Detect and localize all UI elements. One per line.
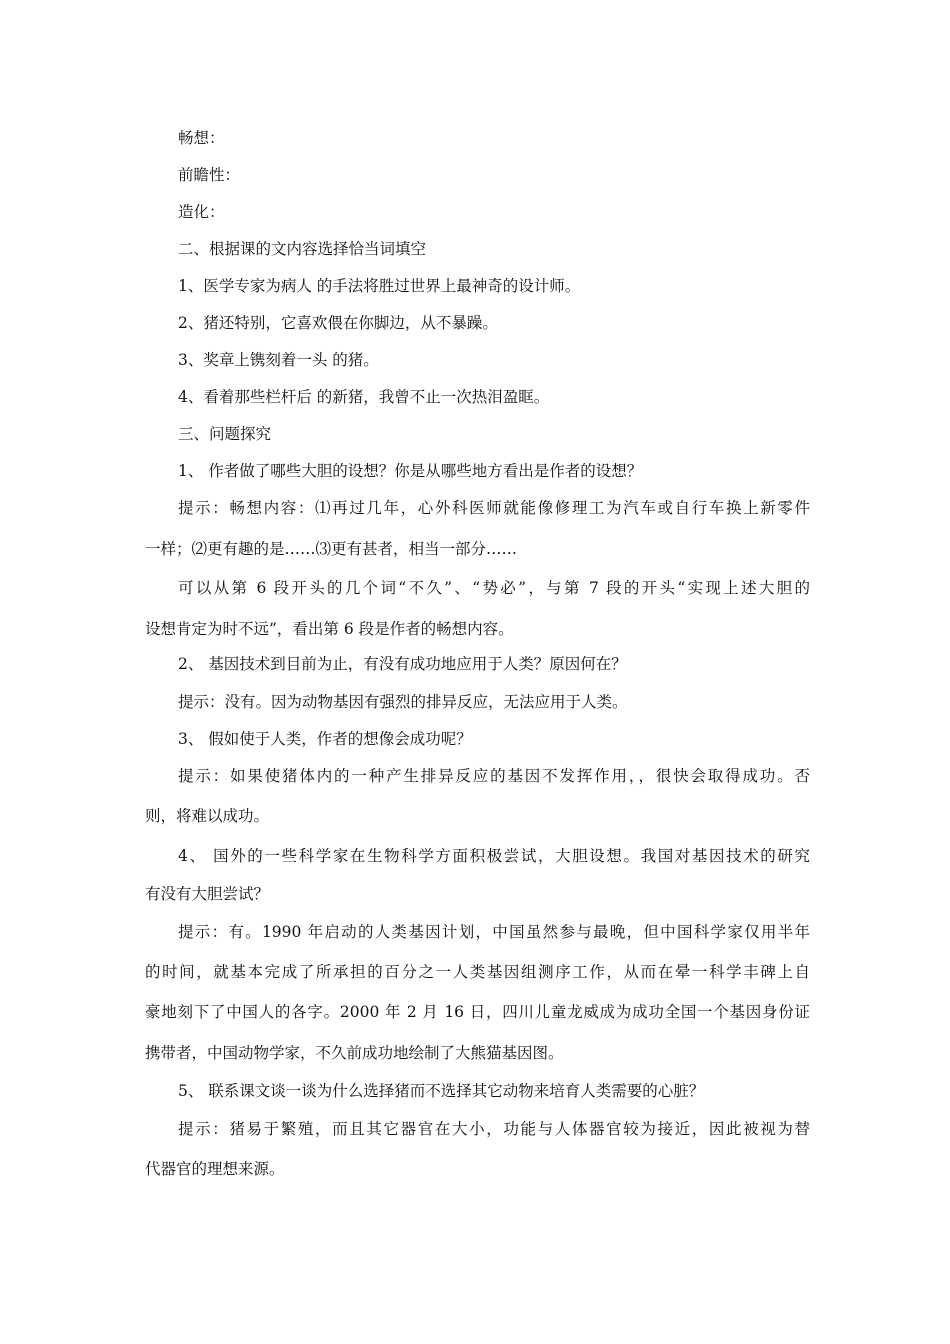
answer-line: 携带者，中国动物学家，不久前成功地绘制了大熊猫基因图。 <box>145 1044 564 1062</box>
question-line: 3、 假如使于人类，作者的想像会成功呢？ <box>178 730 472 748</box>
text-line: 造化： <box>178 203 225 221</box>
question-line: 4、 国外的一些科学家在生物科学方面积极尝试，大胆设想。我国对基因技术的研究 <box>178 847 810 865</box>
answer-line: 提示：没有。因为动物基因有强烈的排异反应，无法应用于人类。 <box>178 693 628 711</box>
section-heading: 三、问题探究 <box>178 425 272 443</box>
question-line: 5、 联系课文谈一谈为什么选择猪而不选择其它动物来培育人类需要的心脏？ <box>178 1082 705 1100</box>
question-line: 1、 作者做了哪些大胆的设想？你是从哪些地方看出是作者的设想？ <box>178 462 643 480</box>
answer-line: 提示：猪易于繁殖，而且其它器官在大小，功能与人体器官较为接近，因此被视为替 <box>178 1120 810 1138</box>
answer-line: 提示：如果使猪体内的一种产生排异反应的基因不发挥作用，，很快会取得成功。否 <box>178 767 810 785</box>
text-line: 前瞻性： <box>178 166 241 184</box>
question-line: 2、 基因技术到目前为止，有没有成功地应用于人类？原因何在？ <box>178 655 627 673</box>
answer-line: 则，将难以成功。 <box>145 807 270 825</box>
answer-line: 的时间，就基本完成了所承担的百分之一人类基因组测序工作，从而在晕一科学丰碑上自 <box>145 963 810 981</box>
text-line: 4、看着那些栏杆后 的新猪，我曾不止一次热泪盈眶。 <box>178 388 550 406</box>
answer-line: 提示：有。1990 年启动的人类基因计划，中国虽然参与最晚，但中国科学家仅用半年 <box>178 923 810 941</box>
answer-line: 一样；⑵更有趣的是……⑶更有甚者，相当一部分…… <box>145 540 518 558</box>
answer-line: 可以从第 6 段开头的几个词“不久”、“势必”，与第 7 段的开头“实现上述大胆的 <box>178 579 810 597</box>
answer-line: 提示：畅想内容：⑴再过几年，心外科医师就能像修理工为汽车或自行车换上新零件 <box>178 499 810 517</box>
answer-line: 设想肯定为时不远”，看出第 6 段是作者的畅想内容。 <box>145 620 514 638</box>
text-line: 畅想： <box>178 129 225 147</box>
question-line: 有没有大胆尝试？ <box>145 885 270 903</box>
section-heading: 二、根据课的文内容选择恰当词填空 <box>178 240 427 258</box>
text-line: 1、医学专家为病人 的手法将胜过世界上最神奇的设计师。 <box>178 277 581 295</box>
answer-line: 代器官的理想来源。 <box>145 1160 285 1178</box>
text-line: 2、猪还特别，它喜欢偎在你脚边，从不暴躁。 <box>178 314 498 332</box>
text-line: 3、奖章上镌刻着一头 的猪。 <box>178 351 379 369</box>
answer-line: 豪地刻下了中国人的各字。2000 年 2 月 16 日，四川儿童龙威成为成功全国一个基因身份证 <box>145 1003 810 1021</box>
